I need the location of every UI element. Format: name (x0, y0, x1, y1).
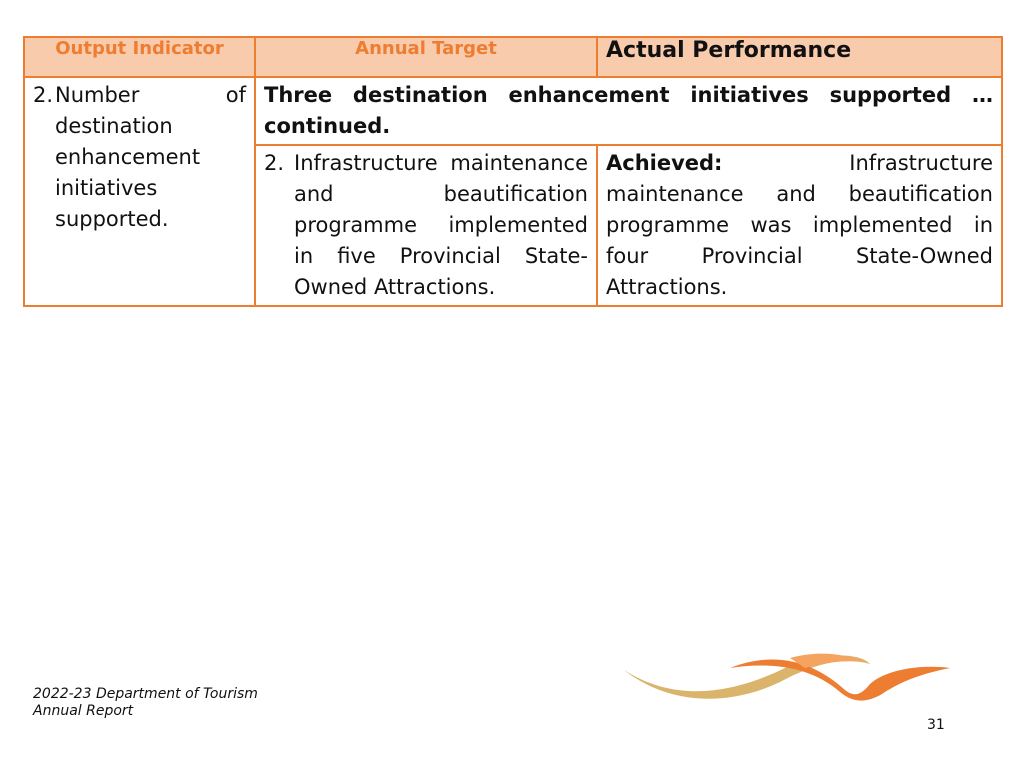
indicator-item (33, 80, 246, 235)
target-number: 2. (264, 151, 285, 175)
header-annual-target: Annual Target (255, 37, 597, 77)
target-item (264, 148, 588, 303)
report-title: 2022-23 Department of Tourism Annual Report (33, 686, 258, 719)
header-output-indicator: Output Indicator (24, 37, 255, 77)
header-actual-performance: Actual Performance (597, 37, 1002, 77)
tourism-swoosh-logo-icon (620, 648, 960, 708)
page-number: 31 (927, 717, 945, 733)
indicator-cell (24, 77, 255, 306)
performance-label: Achieved: (606, 151, 723, 175)
target-text: Infrastructure maintenance and beautification programme implemented in five Provincial State-Owned Attractions. (294, 151, 588, 299)
table-row (24, 77, 1002, 145)
target-cell (255, 145, 597, 306)
performance-text: Infrastructure maintenance and beautification programme was implemented in four Provincial State-Owned Attractions. (606, 151, 993, 299)
indicator-number: 2. (33, 83, 54, 107)
indicator-text: Number of destination enhancement initiatives supported. (55, 83, 246, 231)
performance-table (23, 36, 1003, 307)
span-heading: Three destination enhancement initiatives supported … continued. (255, 77, 1002, 145)
performance-cell (597, 145, 1002, 306)
header-row (24, 37, 1002, 77)
